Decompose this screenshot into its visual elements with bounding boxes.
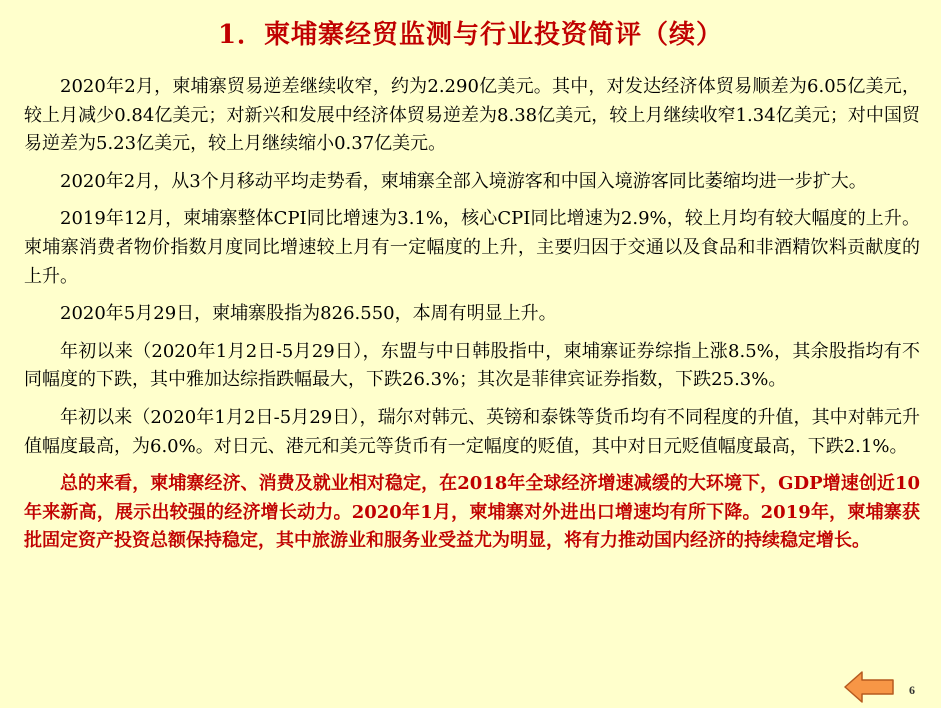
page-number: 6 (909, 683, 915, 697)
paragraph-cpi: 2019年12月，柬埔寨整体CPI同比增速为3.1%，核心CPI同比增速为2.9%，较上月均有较大幅度的上升。柬埔寨消费者物价指数月度同比增速较上月有一定幅度的上升，主要归因于交通以及食品和非酒精饮料贡献度的上升。 (24, 208, 920, 287)
paragraph-trade-balance: 2020年2月，柬埔寨贸易逆差继续收窄，约为2.290亿美元。其中，对发达经济体贸易顺差为6.05亿美元，较上月减少0.84亿美元；对新兴和发展中经济体贸易逆差为8.38亿美元，较上月继续收窄1.34亿美元；对中国贸易逆差为5.23亿美元，较上月继续缩小0.37亿美元。 (24, 76, 920, 155)
slide-content (24, 73, 920, 565)
paragraph-stock-index: 2020年5月29日，柬埔寨股指为826.550，本周有明显上升。 (60, 303, 557, 325)
back-arrow-button[interactable] (843, 670, 895, 704)
summary-paragraph: 总的来看，柬埔寨经济、消费及就业相对稳定，在2018年全球经济增速减缓的大环境下，GDP增速创近10年来新高，展示出较强的经济增长动力。2020年1月，柬埔寨对外进出口增速均有所下降。2019年，柬埔寨获批固定资产投资总额保持稳定，其中旅游业和服务业受益尤为明显，将有力推动国内经济的持续稳定增长。 (24, 473, 920, 552)
paragraph-currency: 年初以来（2020年1月2日-5月29日），瑞尔对韩元、英镑和泰铢等货币均有不同程度的升值，其中对韩元升值幅度最高，为6.0%。对日元、港元和美元等货币有一定幅度的贬值，其中对日元贬值幅度最高，下跌2.1%。 (24, 406, 920, 457)
slide-title: 1．柬埔寨经贸监测与行业投资简评（续） (217, 20, 724, 50)
left-arrow-icon (843, 670, 895, 704)
paragraph-tourism: 2020年2月，从3个月移动平均走势看，柬埔寨全部入境游客和中国入境游客同比萎缩均进一步扩大。 (60, 170, 867, 192)
paragraph-regional-stocks: 年初以来（2020年1月2日-5月29日），东盟与中日韩股指中，柬埔寨证券综指上涨8.5%，其余股指均有不同幅度的下跌，其中雅加达综指跌幅最大，下跌26.3%；其次是菲律宾证券指数，下跌25.3%。 (24, 340, 920, 391)
